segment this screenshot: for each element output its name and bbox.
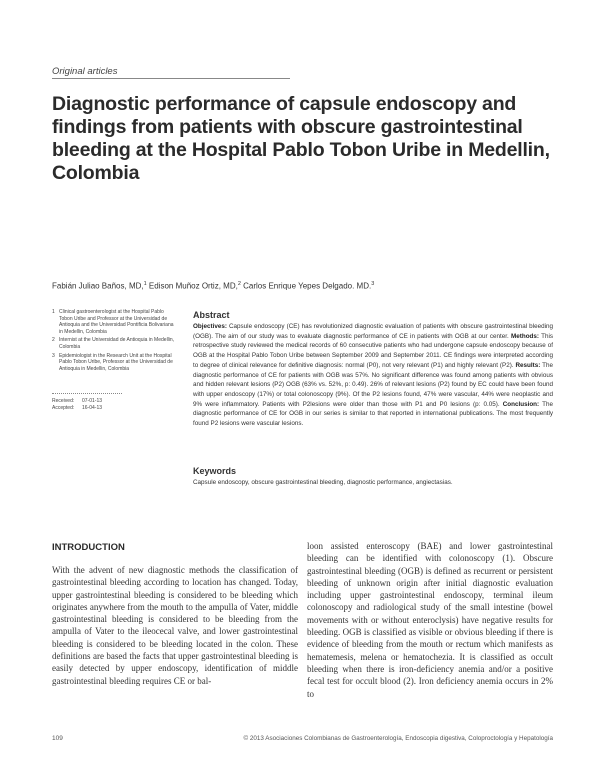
affiliation-item — [52, 353, 178, 373]
objectives-text: Capsule endoscopy (CE) has revolutionized diagnostic evaluation of patients with obscure gastrointestinal bleeding (OGB). The aim of our study was to evaluate diagnostic performance of CE in patients with OGB at our center. — [193, 323, 553, 340]
conclusion-text: The diagnostic performance of CE for OGB in our series is similar to that reported in international publications. The most frequently found P2 lesions were vascular lesions. — [193, 400, 553, 428]
introduction-left-column: With the advent of new diagnostic methods the classification of gastrointestinal bleeding according to location has changed. Today, upper gastrointestinal bleeding is considered to be bleeding which originates anywhere from the mouth to the ampulla of Vater, middle gastrointestinal bleeding is considered to be bleeding from the ampulla of Vater to the ileocecal valve, and lower gastrointestinal bleeding is considered to be bleeding located in the colon. These definitions are based the facts that upper gastrointestinal bleeding is easily detected by upper endoscopy, identification of middle gastrointestinal bleeding requires CE or bal- — [52, 565, 298, 686]
dates-divider — [52, 393, 122, 394]
copyright-notice: © 2013 Asociaciones Colombianas de Gastroenterología, Endoscopia digestiva, Coloproctología y Hepatología — [243, 735, 553, 742]
affiliation-number: 1 — [52, 309, 55, 315]
author-name: Edison Muñoz Ortiz, MD, — [148, 281, 238, 291]
author-affiliation-ref: 3 — [371, 281, 375, 287]
accepted-date: 16-04-13 — [82, 405, 103, 411]
page-number: 109 — [52, 735, 63, 742]
affiliation-text: Internist at the Universidad de Antioquia in Medellin, Colombia — [59, 337, 175, 350]
methods-text: This retrospective study reviewed the medical records of 60 consecutive patients who had undergone capsule endoscopy because of OGB at the Hospital Pablo Tobon Uribe between September 2009 and September 2011. CE findings were interpreted according to degree of clinical relevance for definitive diagnosis: normal (P0), not very relevant (P1) and highly relevant (P2). — [193, 332, 553, 369]
introduction-right-column: loon assisted enteroscopy (BAE) and lower gastrointestinal bleeding can be identified with colonoscopy (1). Obscure gastrointestinal bleeding (OGB) is defined as recurrent or persistent bleeding of unknown origin after initial diagnostic evaluation including upper gastrointestinal endoscopy, terminal ileum colonoscopy and radiological study of the small intestine (bowel movements with or without enteroclysis) have negative results for bleeding. OGB is classified as visible or obvious bleeding if there is evidence of bleeding from the mouth or rectum which manifests as hematemesis, melena or hematochezia. It is classified as occult bleeding when there is iron-deficiency anemia and/or a positive fecal test for occult blood (2). Iron deficiency anemia occurs in 2% to — [307, 541, 553, 699]
methods-label: Methods: — [511, 332, 539, 340]
author-name: Fabián Juliao Baños, MD, — [52, 281, 144, 291]
affiliation-text: Clinical gastroenterologist at the Hospital Pablo Tobon Uribe and Professor at the Universidad de Antioquia and the Universidad Pontificia Bolivariana in Medellin, Colombia — [59, 309, 174, 335]
affiliation-item — [52, 337, 178, 350]
introduction-heading: INTRODUCTION — [52, 542, 125, 553]
author-list — [52, 281, 572, 291]
results-label: Results: — [515, 361, 541, 369]
affiliation-number: 3 — [52, 352, 55, 359]
results-text: The diagnostic performance of CE for patients with OGB was 57%. No significant difference was found among patients with obvious and hidden relevant lesions (P2) OGB (63% vs. 52%, p: 0.49). 26% of relevant lesions (P2) found by EC could have been found with upper endoscopy (17%) or total colonoscopy (9%). Of the P2 lesions found, 47% were vascular, 44% were neoplastic and 9% were inflammatory. Patients with P2lesions were older than those with P1 and P0 lesions (p: 0.05). — [193, 361, 553, 408]
received-label: Received: — [52, 398, 75, 404]
affiliation-number: 2 — [52, 337, 55, 344]
abstract-body — [193, 322, 553, 429]
accepted-label: Accepted: — [52, 405, 75, 411]
received-date: 07-01-13 — [82, 398, 103, 404]
article-dates — [52, 398, 102, 412]
objectives-label: Objectives: — [193, 323, 227, 330]
keywords-text: Capsule endoscopy, obscure gastrointestinal bleeding, diagnostic performance, angiectasias. — [193, 479, 453, 486]
author-name: Carlos Enrique Yepes Delgado. MD. — [243, 281, 372, 291]
abstract-heading: Abstract — [193, 310, 230, 320]
section-divider — [52, 78, 290, 79]
conclusion-label: Conclusion: — [502, 400, 540, 408]
article-title: Diagnostic performance of capsule endoscopy and findings from patients with obscure gastrointestinal bleeding at the Hospital Pablo Tobon Uribe in Medellin, Colombia — [52, 93, 550, 184]
author-affiliation-ref: 2 — [237, 281, 241, 287]
received-row — [52, 398, 102, 405]
author-affiliation-ref: 1 — [143, 281, 147, 287]
accepted-row — [52, 405, 102, 412]
affiliation-text: Epidemiologist in the Research Unit at the Hospital Pablo Tobon Uribe, Professor at the Universidad de Antioquia in Medellin, Colombia — [59, 352, 173, 372]
affiliations — [52, 309, 178, 374]
affiliation-item — [52, 309, 178, 335]
section-label: Original articles — [52, 66, 118, 77]
keywords-heading: Keywords — [193, 466, 237, 476]
